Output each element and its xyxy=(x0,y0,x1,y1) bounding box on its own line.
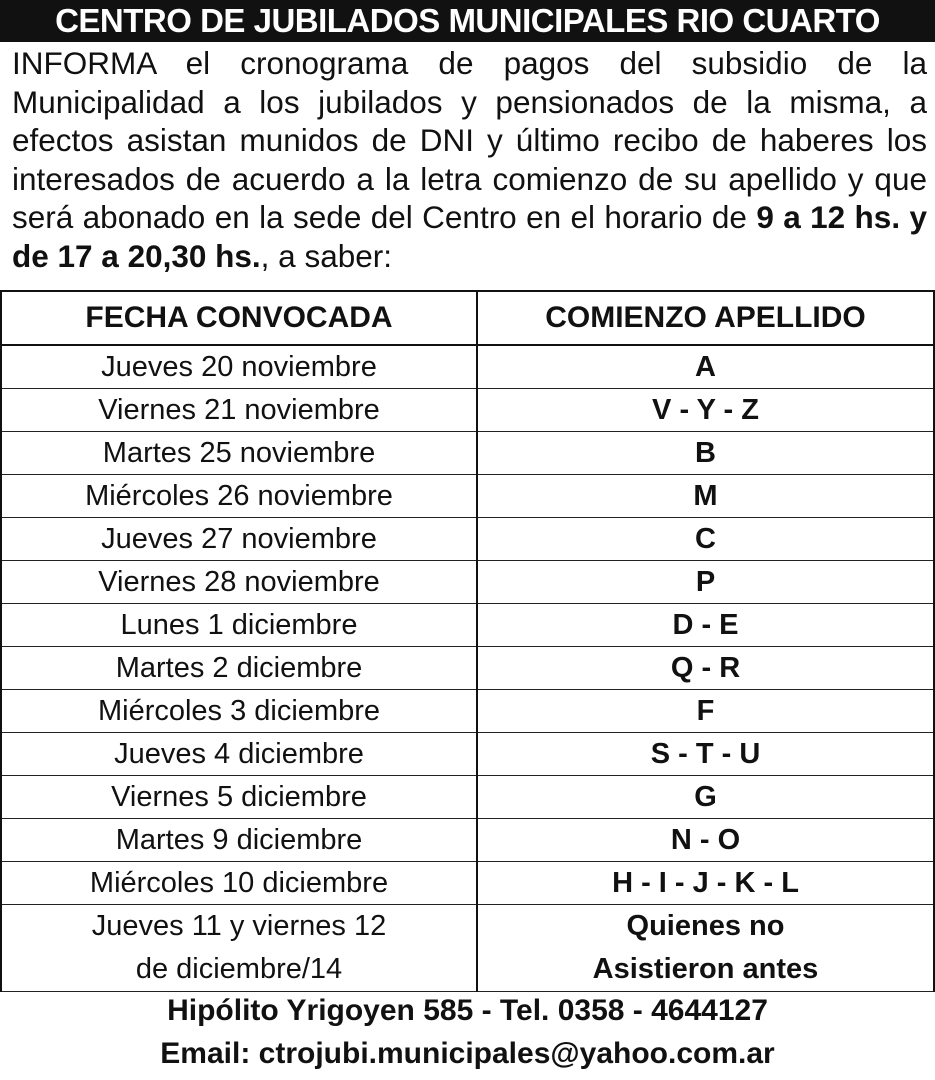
row-letters: H - I - J - K - L xyxy=(477,862,934,905)
schedule-table xyxy=(0,290,935,992)
row-letters: Q - R xyxy=(477,647,934,690)
column-header-date: FECHA CONVOCADA xyxy=(1,291,477,345)
row-date: Viernes 21 noviembre xyxy=(1,389,477,432)
footer-address: Hipólito Yrigoyen 585 - Tel. 0358 - 4644127 xyxy=(167,994,768,1027)
last-row-letters-line1: Quienes no xyxy=(626,910,785,942)
row-date: Miércoles 3 diciembre xyxy=(1,690,477,733)
table-row xyxy=(1,432,934,475)
last-row-letters-line2: Asistieron antes xyxy=(592,953,819,985)
row-letters: F xyxy=(477,690,934,733)
table-row xyxy=(1,345,934,389)
schedule-body xyxy=(1,345,934,992)
footer-email: Email: ctrojubi.municipales@yahoo.com.ar xyxy=(160,1037,775,1070)
row-date: Martes 25 noviembre xyxy=(1,432,477,475)
intro-text-end: , a saber: xyxy=(260,237,392,274)
table-header-row xyxy=(1,291,934,345)
row-letters: G xyxy=(477,776,934,819)
row-letters: P xyxy=(477,561,934,604)
row-letters: D - E xyxy=(477,604,934,647)
table-row xyxy=(1,862,934,905)
row-letters: M xyxy=(477,475,934,518)
last-row-date-line1: Jueves 11 y viernes 12 xyxy=(91,910,387,942)
page-title: CENTRO DE JUBILADOS MUNICIPALES RIO CUARTO xyxy=(55,2,880,39)
row-date: Jueves 20 noviembre xyxy=(1,345,477,389)
table-row xyxy=(1,733,934,776)
table-row xyxy=(1,604,934,647)
row-date: Viernes 28 noviembre xyxy=(1,561,477,604)
table-row xyxy=(1,518,934,561)
row-letters: N - O xyxy=(477,819,934,862)
row-date: Lunes 1 diciembre xyxy=(1,604,477,647)
table-row xyxy=(1,776,934,819)
row-date: Miércoles 26 noviembre xyxy=(1,475,477,518)
intro-text: INFORMA el cronograma de pagos del subsidio de la Municipalidad a los jubilados y pensionados de la misma, a efectos asistan munidos de DNI y último recibo de haberes los interesados de acuerdo a la letra comienzo de su apellido y que será abonado en la sede del Centro en el horario de xyxy=(12,45,927,235)
table-row-last xyxy=(1,905,934,992)
last-row-date xyxy=(1,905,477,992)
intro-paragraph xyxy=(12,44,927,275)
table-row xyxy=(1,475,934,518)
table-row xyxy=(1,690,934,733)
table-row xyxy=(1,561,934,604)
table-row xyxy=(1,819,934,862)
row-letters: S - T - U xyxy=(477,733,934,776)
row-date: Viernes 5 diciembre xyxy=(1,776,477,819)
table-row xyxy=(1,647,934,690)
column-header-surname: COMIENZO APELLIDO xyxy=(477,291,934,345)
table-row xyxy=(1,389,934,432)
last-row-date-line2: de diciembre/14 xyxy=(135,953,343,985)
row-date: Jueves 27 noviembre xyxy=(1,518,477,561)
row-letters: A xyxy=(477,345,934,389)
row-letters: C xyxy=(477,518,934,561)
row-date: Martes 9 diciembre xyxy=(1,819,477,862)
row-letters: V - Y - Z xyxy=(477,389,934,432)
row-date: Miércoles 10 diciembre xyxy=(1,862,477,905)
last-row-letters xyxy=(477,905,934,992)
row-letters: B xyxy=(477,432,934,475)
row-date: Jueves 4 diciembre xyxy=(1,733,477,776)
row-date: Martes 2 diciembre xyxy=(1,647,477,690)
header-banner xyxy=(0,0,935,42)
intro-hours: 9 a 12 hs. y de 17 a 20,30 hs. xyxy=(12,199,927,274)
